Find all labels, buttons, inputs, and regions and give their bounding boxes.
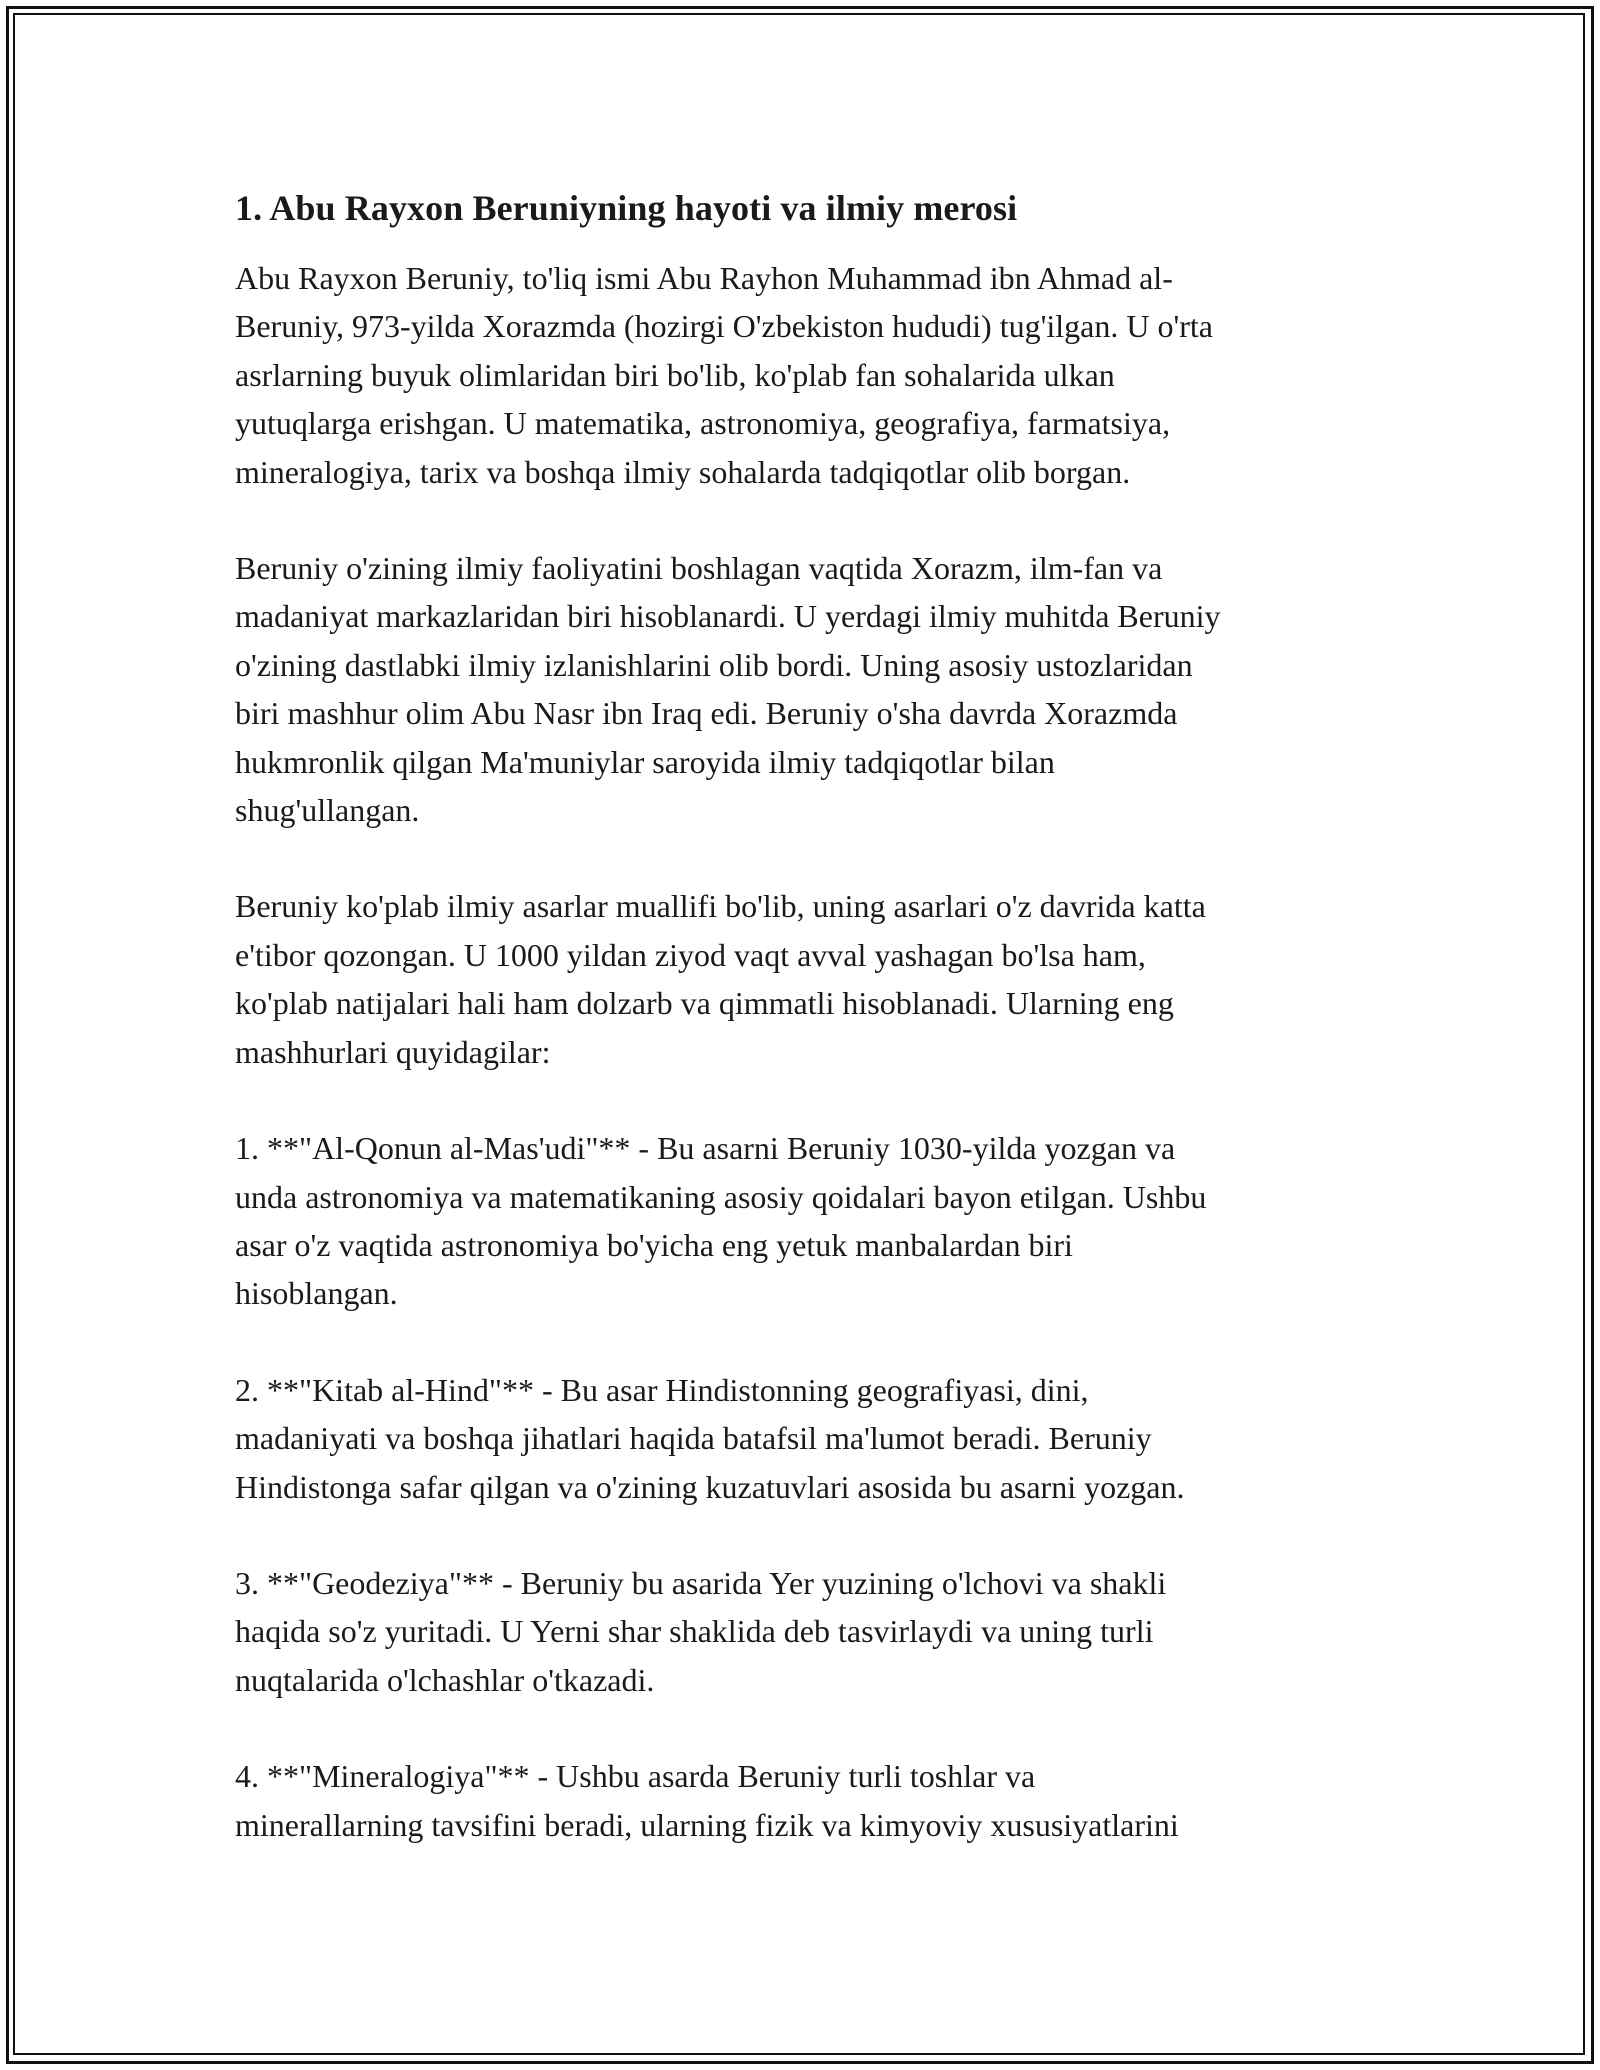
paragraph-works-intro: Beruniy ko'plab ilmiy asarlar muallifi bo'lib, uning asarlari o'z davrida katta e'tibor qozongan. U 1000 yildan ziyod vaqt avval yashagan bo'lsa ham, ko'plab natijalari hali ham dolzarb va qimmatli hisoblanadi. Ularning eng mashhurlari quyidagilar:	[235, 888, 1206, 1070]
document-body	[235, 186, 1385, 1897]
section-title: 1. Abu Rayxon Beruniyning hayoti va ilmiy merosi	[235, 188, 1018, 228]
list-item-al-qonun: 1. **"Al-Qonun al-Mas'udi"** - Bu asarni Beruniy 1030-yilda yozgan va unda astronomiya va matematikaning asosiy qoidalari bayon etilgan. Ushbu asar o'z vaqtida astronomiya bo'yicha eng yetuk manbalardan biri hisoblangan.	[235, 1130, 1207, 1312]
list-item-kitab-al-hind: 2. **"Kitab al-Hind"** - Bu asar Hindistonning geografiyasi, dini, madaniyati va boshqa jihatlari haqida batafsil ma'lumot beradi. Beruniy Hindistonga safar qilgan va o'zining kuzatuvlari asosida bu asarni yozgan.	[235, 1371, 1185, 1505]
list-item-mineralogiya: 4. **"Mineralogiya"** - Ushbu asarda Beruniy turli toshlar va minerallarning tavsifini beradi, ularning fizik va kimyoviy xususiyatlarini	[235, 1758, 1179, 1843]
paragraph-intro: Abu Rayxon Beruniy, to'liq ismi Abu Rayhon Muhammad ibn Ahmad al- Beruniy, 973-yilda Xorazmda (hozirgi O'zbekiston hududi) tug'ilgan. U o'rta asrlarning buyuk olimlaridan biri bo'lib, ko'plab fan sohalarida ulkan yutuqlarga erishgan. U matematika, astronomiya, geografiya, farmatsiya, mineralogiya, tarix va boshqa ilmiy sohalarda tadqiqotlar olib borgan.	[235, 260, 1213, 490]
list-item-geodeziya: 3. **"Geodeziya"** - Beruniy bu asarida Yer yuzining o'lchovi va shakli haqida so'z yuritadi. U Yerni shar shaklida deb tasvirlaydi va uning turli nuqtalarida o'lchashlar o'tkazadi.	[235, 1564, 1167, 1698]
paragraph-early-career: Beruniy o'zining ilmiy faoliyatini boshlagan vaqtida Xorazm, ilm-fan va madaniyat markazlaridan biri hisoblanardi. U yerdagi ilmiy muhitda Beruniy o'zining dastlabki ilmiy izlanishlarini olib bordi. Uning asosiy ustozlaridan biri mashhur olim Abu Nasr ibn Iraq edi. Beruniy o'sha davrda Xorazmda hukmronlik qilgan Ma'muniylar saroyida ilmiy tadqiqotlar bilan shug'ullangan.	[235, 550, 1221, 829]
